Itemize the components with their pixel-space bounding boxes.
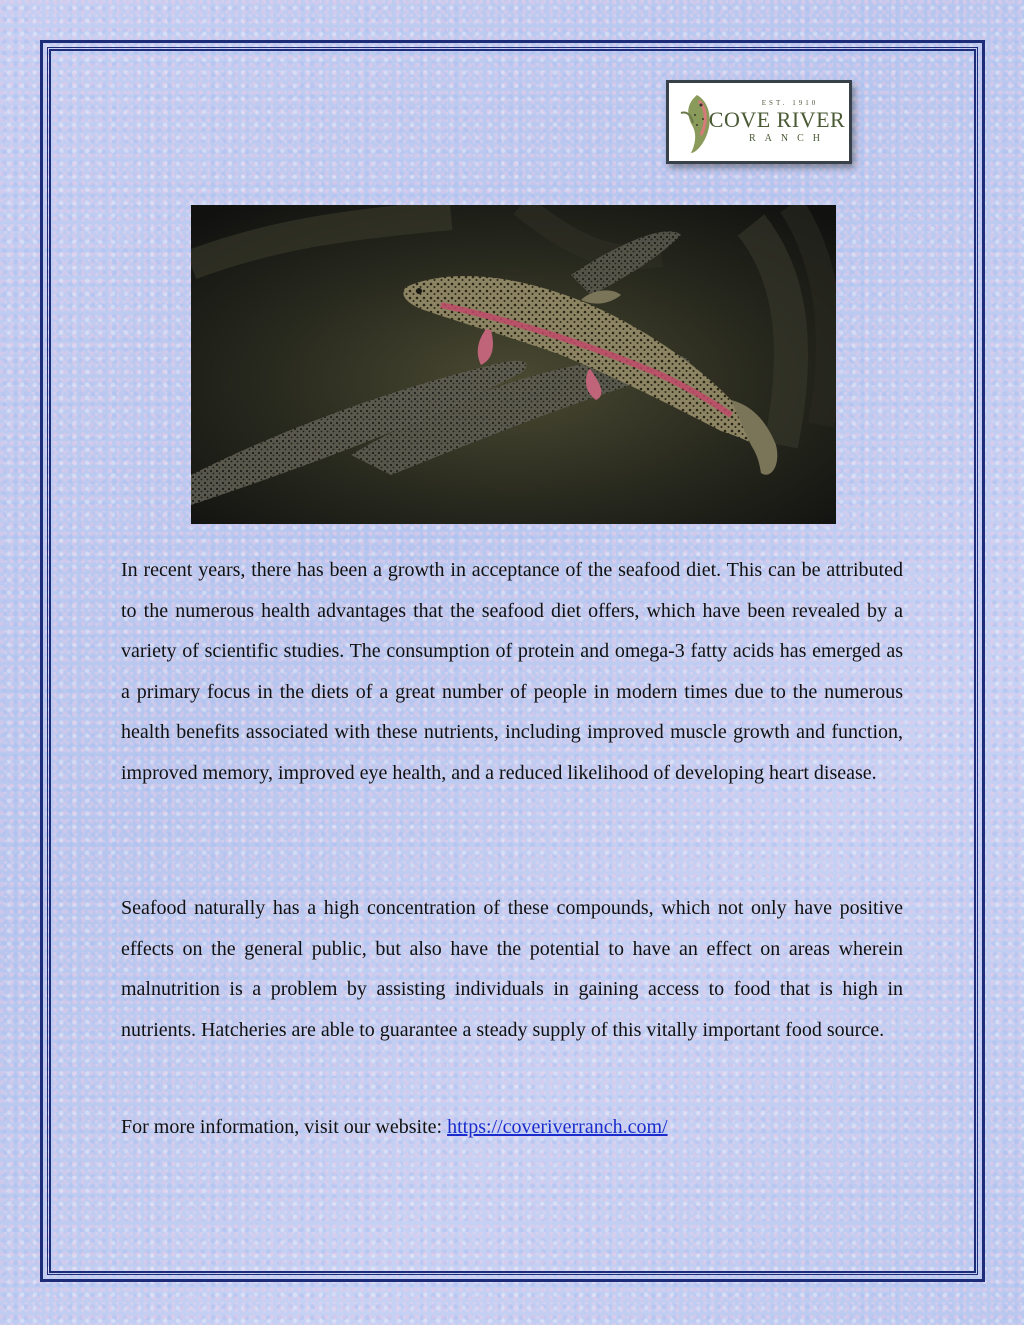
website-link[interactable]: https://coveriverranch.com/ xyxy=(447,1116,668,1138)
logo-name: COVE RIVER xyxy=(708,107,846,132)
call-to-action xyxy=(121,1107,903,1148)
trout-photo-illustration xyxy=(191,205,836,524)
company-logo xyxy=(666,80,852,164)
trout-photo xyxy=(191,205,836,524)
body-paragraph-2: Seafood naturally has a high concentration of these compounds, which not only have positive effects on the general public, but also have the potential to have an effect on areas wherein malnutrition is a problem by assisting individuals in gaining access to food that is high in nutrients. Hatcheries are able to guarantee a steady supply of this vitally important food source. xyxy=(121,897,903,1041)
logo-established: EST. 1910 xyxy=(761,99,819,107)
body-paragraph-1: In recent years, there has been a growth in acceptance of the seafood diet. This can be attributed to the numerous health advantages that the seafood diet offers, which have been revealed by a variety of scientific studies. The consumption of protein and omega-3 fatty acids has emerged as a primary focus in the diets of a great number of people in modern times due to the numerous health benefits associated with these nutrients, including improved muscle growth and function, improved memory, improved eye health, and a reduced likelihood of developing heart disease. xyxy=(121,559,903,784)
logo-subtitle: RANCH xyxy=(748,133,829,144)
cta-prefix: For more information, visit our website: xyxy=(121,1116,448,1138)
